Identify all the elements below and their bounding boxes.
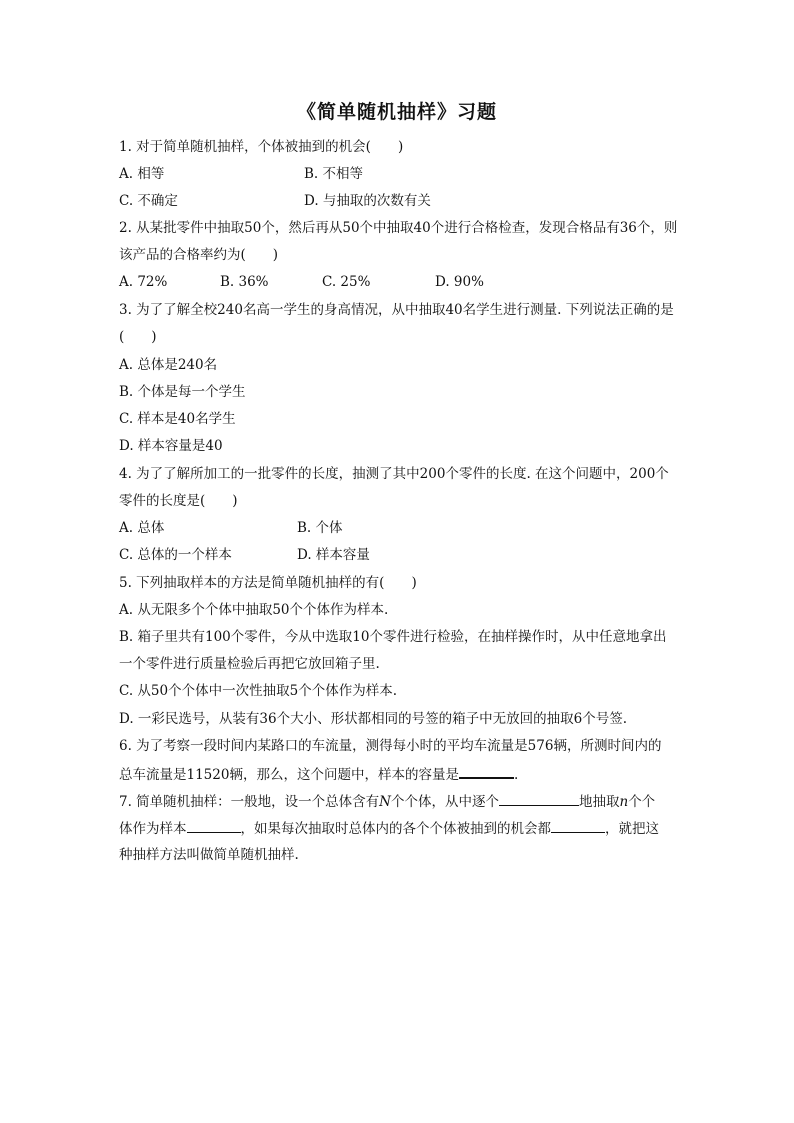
q3-stem-line2: ( ) <box>119 329 157 345</box>
q4-option-b: B. 个体 <box>297 520 343 536</box>
q6-line2 <box>119 764 518 784</box>
q5-option-a: A. 从无限多个个体中抽取50个个体作为样本. <box>119 602 389 618</box>
q6-line1: 6. 为了考察一段时间内某路口的车流量，测得每小时的平均车流量是576辆，所测时间内的 <box>119 738 662 754</box>
q4-stem-line1: 4. 为了了解所加工的一批零件的长度，抽测了其中200个零件的长度. 在这个问题中，200个 <box>119 466 669 482</box>
q7-variable-n-upper: N <box>379 794 391 810</box>
q5-option-b-line1: B. 箱子里共有100个零件，今从中选取10个零件进行检验，在抽样操作时，从中任意地拿出 <box>119 629 667 645</box>
q2-stem-line2: 该产品的合格率约为( ) <box>119 247 279 263</box>
q7-line3: 种抽样方法叫做简单随机抽样. <box>119 847 299 863</box>
q7-text-4: 个个 <box>628 794 656 810</box>
q2-stem-line1: 2. 从某批零件中抽取50个，然后再从50个中抽取40个进行合格检查，发现合格品有36个，则 <box>119 220 678 236</box>
q7-blank-2[interactable] <box>187 819 241 833</box>
q7-text-5: 体作为样本 <box>119 821 187 837</box>
q5-option-b-line2: 一个零件进行质量检验后再把它放回箱子里. <box>119 656 380 672</box>
page-title: 《简单随机抽样》习题 <box>296 101 497 123</box>
q7-blank-1[interactable] <box>499 792 579 806</box>
q5-option-d: D. 一彩民选号，从装有36个大小、形状都相同的号签的箱子中无放回的抽取6个号签. <box>119 711 627 727</box>
q3-option-d: D. 样本容量是40 <box>119 438 223 454</box>
q6-answer-blank[interactable] <box>459 764 514 779</box>
q1-option-a: A. 相等 <box>119 166 165 182</box>
q2-option-d: D. 90% <box>435 274 484 290</box>
q7-text-7: ，就把这 <box>605 821 659 837</box>
q5-stem: 5. 下列抽取样本的方法是简单随机抽样的有( ) <box>119 575 417 591</box>
q3-stem-line1: 3. 为了了解全校240名高一学生的身高情况，从中抽取40名学生进行测量. 下列说法正确的是 <box>119 302 674 318</box>
q1-stem: 1. 对于简单随机抽样，个体被抽到的机会( ) <box>119 139 404 155</box>
q7-text-1: 7. 简单随机抽样：一般地，设一个总体含有 <box>119 794 380 810</box>
q7-text-2: 个个体，从中逐个 <box>390 794 499 810</box>
q4-option-c: C. 总体的一个样本 <box>119 547 232 563</box>
q5-option-c: C. 从50个个体中一次性抽取5个个体作为样本. <box>119 683 397 699</box>
q1-option-b: B. 不相等 <box>304 166 364 182</box>
q1-option-d: D. 与抽取的次数有关 <box>304 193 431 209</box>
q7-text-3: 地抽取 <box>578 794 620 810</box>
q4-option-d: D. 样本容量 <box>297 547 370 563</box>
q7-line2 <box>119 819 659 838</box>
q3-option-a: A. 总体是240名 <box>119 357 218 373</box>
q7-line1 <box>119 792 655 811</box>
q4-option-a: A. 总体 <box>119 520 165 536</box>
q3-option-b: B. 个体是每一个学生 <box>119 384 246 400</box>
q7-text-6: ，如果每次抽取时总体内的各个个体被抽到的机会都 <box>240 821 551 837</box>
q7-variable-n-lower: n <box>619 794 629 810</box>
q2-option-a: A. 72% <box>119 274 168 290</box>
q2-option-b: B. 36% <box>220 274 269 290</box>
q6-period: . <box>513 767 519 783</box>
q6-text-before-blank: 总车流量是11520辆，那么，这个问题中，样本的容量是 <box>119 767 459 783</box>
q2-option-c: C. 25% <box>322 274 371 290</box>
q1-option-c: C. 不确定 <box>119 193 178 209</box>
q4-stem-line2: 零件的长度是( ) <box>119 493 238 509</box>
q3-option-c: C. 样本是40名学生 <box>119 411 236 427</box>
q7-blank-3[interactable] <box>551 819 605 833</box>
